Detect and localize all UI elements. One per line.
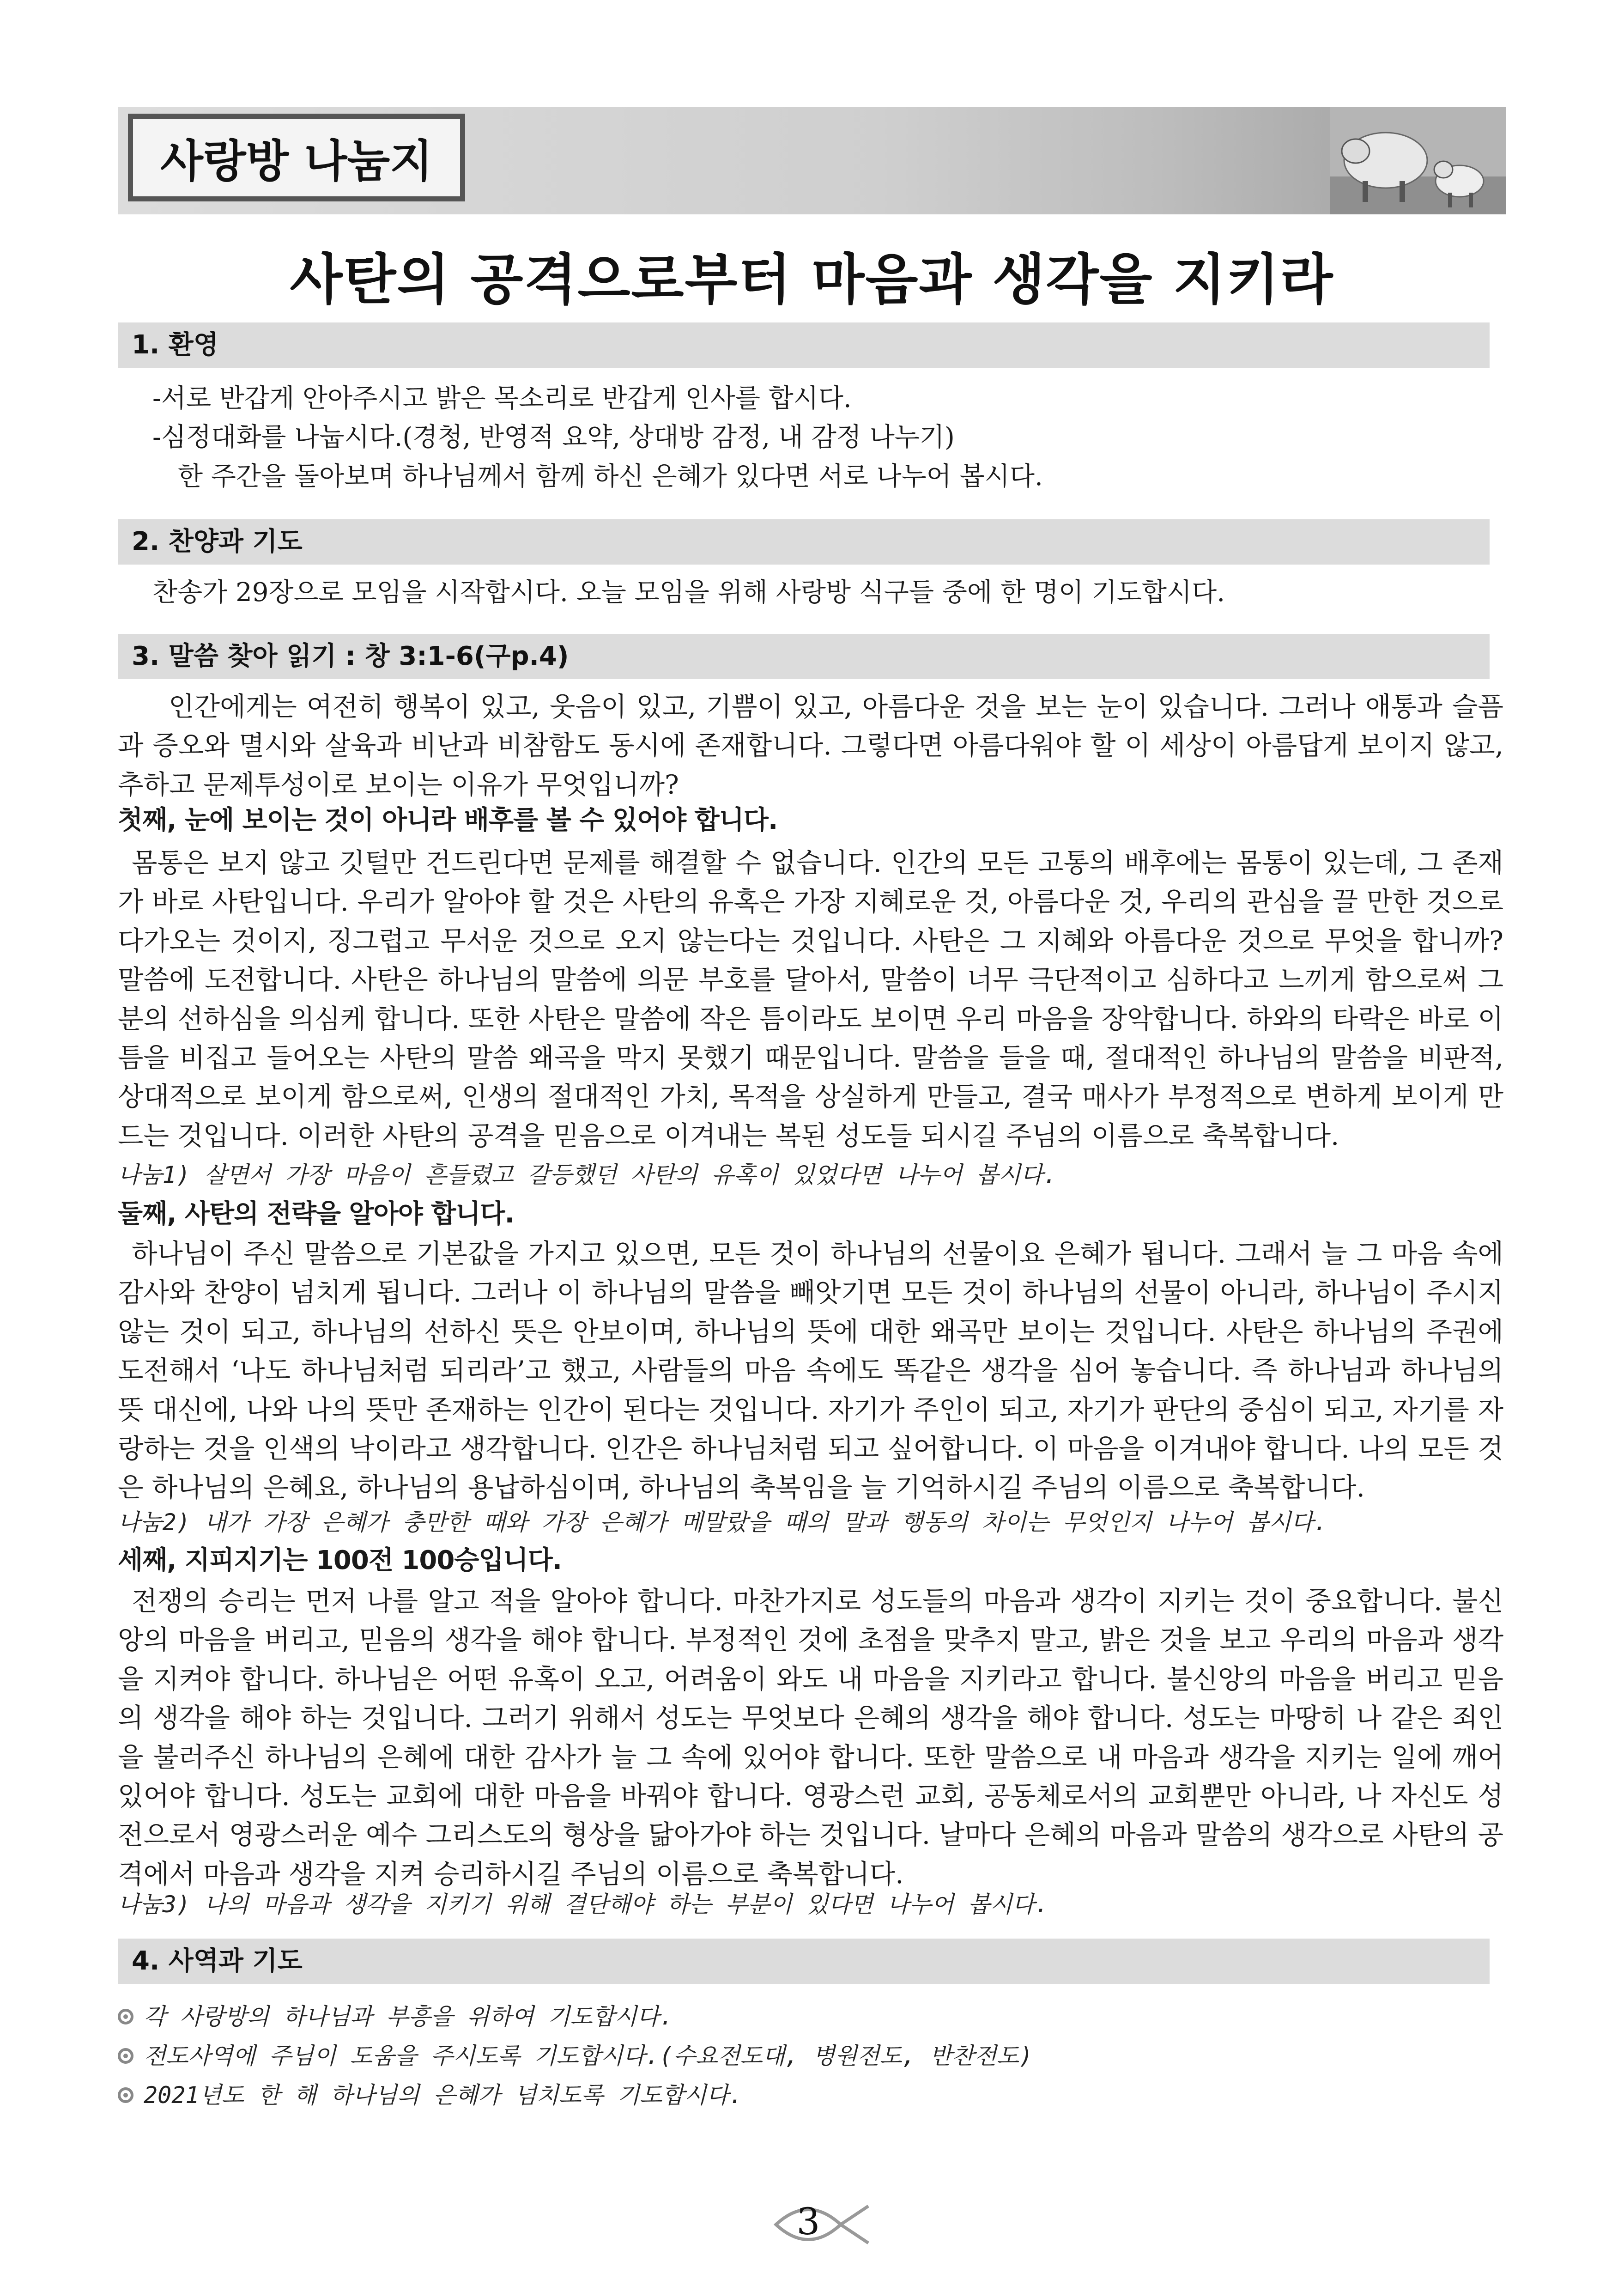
prayer-item (118, 2037, 1033, 2074)
share-question-3: 나눔3) 나의 마음과 생각을 지키기 위해 결단해야 하는 부분이 있다면 나누어 봅시다. (118, 1891, 1049, 1918)
word-intro-paragraph: 인간에게는 여전히 행복이 있고, 웃음이 있고, 기쁨이 있고, 아름다운 것을 보는 눈이 있습니다. 그러나 애통과 슬픔과 증오와 멸시와 살육과 비난과 비참함도 동시에 존재합니다. 그렇다면 아름다워야 할 이 세상이 아름답게 보이지 않고, 추하고 문제투성이로 보이는 이유가 무엇입니까? (118, 691, 1503, 800)
prayer-item (118, 1998, 673, 2035)
section-title-box: 사랑방 나눔지 (128, 114, 465, 201)
page-number: 3 (796, 2200, 820, 2243)
circle-bullet-icon (118, 2009, 133, 2024)
prayer-item (118, 2077, 743, 2114)
circle-bullet-icon (118, 2048, 133, 2064)
point-2-paragraph: 하나님이 주신 말씀으로 기본값을 가지고 있으면, 모든 것이 하나님의 선물이요 은혜가 됩니다. 그래서 늘 그 마음 속에 감사와 찬양이 넘치게 됩니다. 그러나 이 하나님의 말씀을 빼앗기면 모든 것이 하나님의 선물이 아니라, 하나님이 주시지 않는 것이 되고, 하나님의 선하신 뜻은 안보이며, 하나님의 뜻에 대한 왜곡만 보이는 것입니다. 사탄은 하나님의 주권에 도전해서 ‘나도 하나님처럼 되리라’고 했고, 사람들의 마음 속에도 똑같은 생각을 심어 놓습니다. 즉 하나님과 하나님의 뜻 대신에, 나와 나의 뜻만 존재하는 인간이 된다는 것입니다. 자기가 주인이 되고, 자기가 판단의 중심이 되고, 자기를 자랑하는 것을 인색의 낙이라고 생각합니다. 인간은 하나님처럼 되고 싶어합니다. 이 마음을 이겨내야 합니다. 나의 모든 것은 하나님의 은혜요, 하나님의 용납하심이며, 하나님의 축복임을 늘 기억하시길 주님의 이름으로 축복합니다. (118, 1238, 1503, 1503)
section-heading-mission: 4. 사역과 기도 (118, 1939, 1490, 1984)
praise-text: 찬송가 29장으로 모임을 시작합시다. 오늘 모임을 위해 사랑방 식구들 중에 한 명이 기도합시다. (152, 578, 1225, 608)
welcome-line: -서로 반갑게 안아주시고 밝은 목소리로 반갑게 인사를 합시다. (152, 383, 852, 413)
point-1-paragraph: 몸통은 보지 않고 깃털만 건드린다면 문제를 해결할 수 없습니다. 인간의 모든 고통의 배후에는 몸통이 있는데, 그 존재가 바로 사탄입니다. 우리가 알아야 할 것은 사탄의 유혹은 가장 지혜로운 것, 아름다운 것, 우리의 관심을 끌 만한 것으로 다가오는 것이지, 징그럽고 무서운 것으로 오지 않는다는 것입니다. 사탄은 그 지혜와 아름다운 것으로 무엇을 합니까? 말씀에 도전합니다. 사탄은 하나님의 말씀에 의문 부호를 달아서, 말씀이 너무 극단적이고 심하다고 느끼게 함으로써 그 분의 선하심을 의심케 합니다. 또한 사탄은 말씀에 작은 틈이라도 보이면 우리 마음을 장악합니다. 하와의 타락은 바로 이 틈을 비집고 들어오는 사탄의 말씀 왜곡을 막지 못했기 때문입니다. 말씀을 들을 때, 절대적인 하나님의 말씀을 비판적, 상대적으로 보이게 함으로써, 인생의 절대적인 가치, 목적을 상실하게 만들고, 결국 매사가 부정적으로 변하게 보이게 만드는 것입니다. 이러한 사탄의 공격을 믿음으로 이겨내는 복된 성도들 되시길 주님의 이름으로 축복합니다. (118, 847, 1503, 1151)
page-number-emblem (757, 2190, 878, 2259)
welcome-line: 한 주간을 돌아보며 하나님께서 함께 하신 은혜가 있다면 서로 나누어 봅시다. (178, 462, 1043, 492)
share-question-1: 나눔1) 살면서 가장 마음이 흔들렸고 갈등했던 사탄의 유혹이 있었다면 나누어 봅시다. (118, 1161, 1057, 1188)
section-heading-word: 3. 말씀 찾아 읽기 : 창 3:1-6(구p.4) (118, 634, 1490, 679)
welcome-line: -심정대화를 나눕시다.(경청, 반영적 요약, 상대방 감정, 내 감정 나누기) (152, 422, 955, 452)
point-3-paragraph: 전쟁의 승리는 먼저 나를 알고 적을 알아야 합니다. 마찬가지로 성도들의 마음과 생각이 지키는 것이 중요합니다. 불신앙의 마음을 버리고, 믿음의 생각을 해야 합니다. 부정적인 것에 초점을 맞추지 말고, 밝은 것을 보고 우리의 마음과 생각을 지켜야 합니다. 하나님은 어떤 유혹이 오고, 어려움이 와도 내 마음을 지키라고 합니다. 불신앙의 마음을 버리고 믿음의 생각을 해야 하는 것입니다. 그러기 위해서 성도는 무엇보다 은혜의 생각을 해야 합니다. 성도는 마땅히 나 같은 죄인을 불러주신 하나님의 은혜에 대한 감사가 늘 그 속에 있어야 합니다. 또한 말씀으로 내 마음과 생각을 지키는 일에 깨어 있어야 합니다. 성도는 교회에 대한 마음을 바꿔야 합니다. 영광스런 교회, 공동체로서의 교회뿐만 아니라, 나 자신도 성전으로서 영광스러운 예수 그리스도의 형상을 닮아가야 하는 것입니다. 날마다 은혜의 마음과 말씀의 생각으로 사탄의 공격에서 마음과 생각을 지켜 승리하시길 주님의 이름으로 축복합니다. (118, 1586, 1503, 1890)
sheep-photo (1330, 107, 1506, 214)
prayer-item-text: 2021년도 한 해 하나님의 은혜가 넘치도록 기도합시다. (144, 2082, 743, 2109)
section-heading-welcome: 1. 환영 (118, 322, 1490, 368)
point-1-title: 첫째, 눈에 보이는 것이 아니라 배후를 볼 수 있어야 합니다. (118, 805, 778, 835)
circle-bullet-icon (118, 2087, 133, 2103)
prayer-item-text: 전도사역에 주님이 도움을 주시도록 기도합시다.(수요전도대, 병원전도, 반찬전도) (144, 2043, 1033, 2069)
page-title: 사탄의 공격으로부터 마음과 생각을 지키라 (290, 248, 1334, 311)
point-3-title: 세째, 지피지기는 100전 100승입니다. (118, 1545, 562, 1575)
prayer-item-text: 각 사랑방의 하나님과 부흥을 위하여 기도합시다. (144, 2003, 673, 2030)
section-heading-praise: 2. 찬양과 기도 (118, 519, 1490, 565)
point-2-title: 둘째, 사탄의 전략을 알아야 합니다. (118, 1199, 514, 1229)
share-question-2: 나눔2) 내가 가장 은혜가 충만한 때와 가장 은혜가 메말랐을 때의 말과 행동의 차이는 무엇인지 나누어 봅시다. (118, 1509, 1327, 1536)
